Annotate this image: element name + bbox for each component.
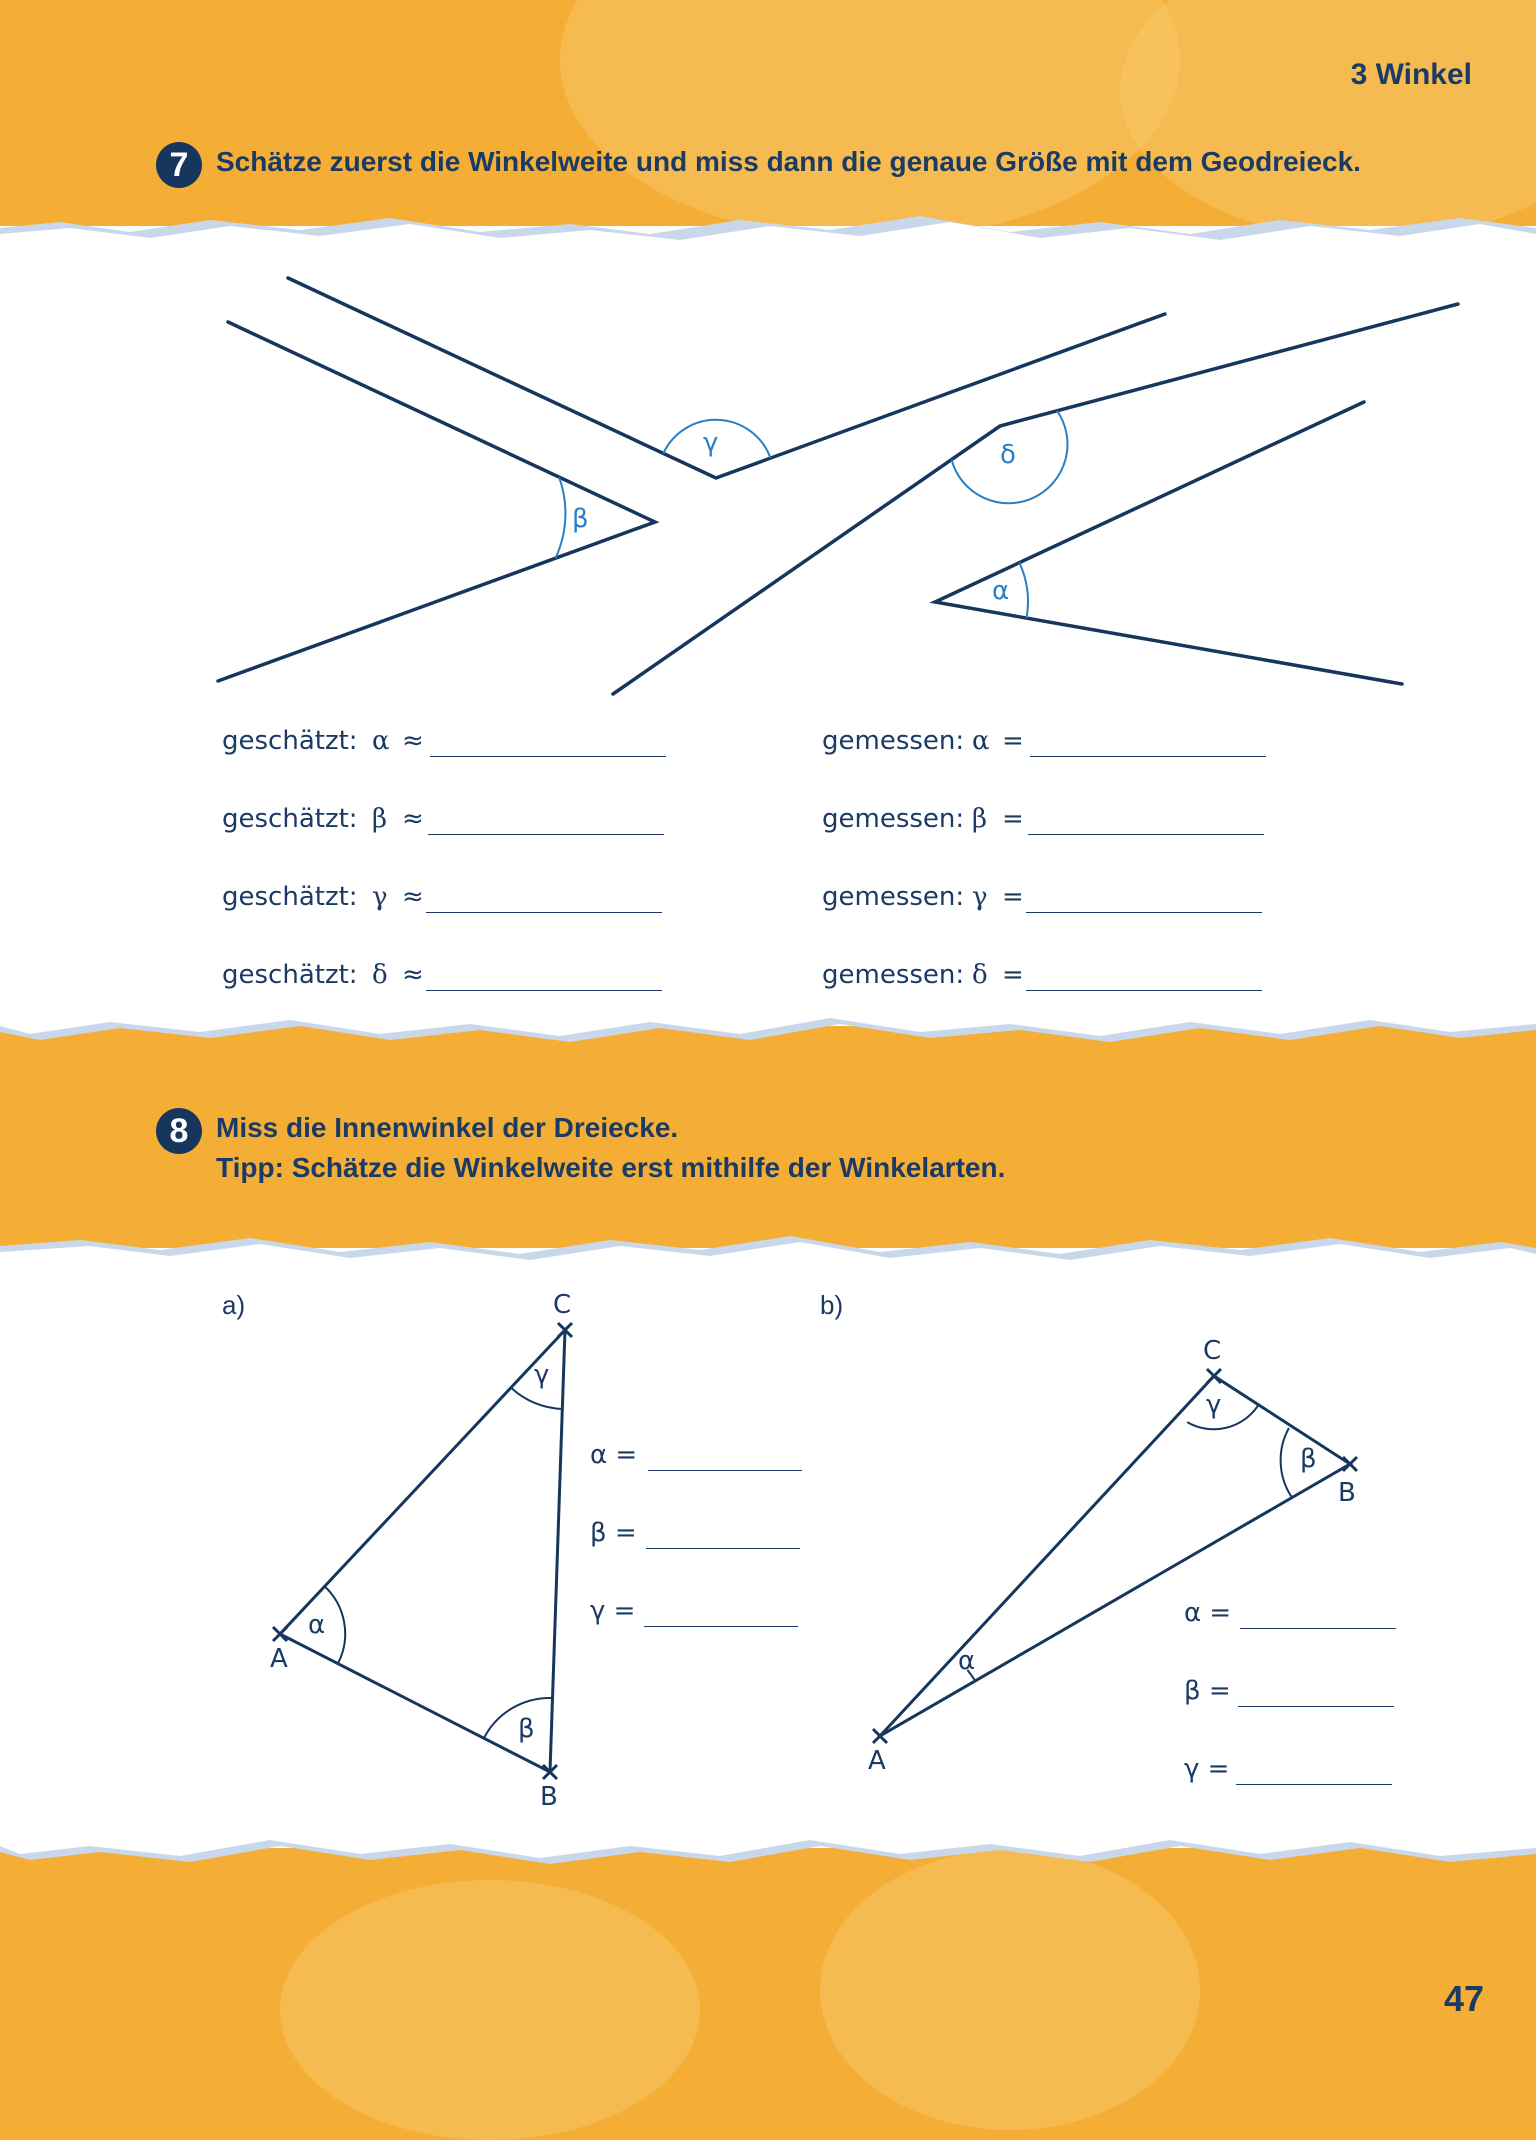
triangle-b-vertex-C: C [1203, 1336, 1222, 1366]
task-8-instruction: Miss die Innenwinkel der Dreiecke. Tipp: Schätze die Winkelweite erst mithilfe der Winkelarten. [216, 1112, 1006, 1183]
measure-beta-field[interactable] [1028, 834, 1264, 835]
measure-row-gamma: gemessen: γ = [822, 882, 1024, 912]
estimate-alpha-field[interactable] [430, 756, 666, 757]
triangle-b-answer-gamma: γ = [1184, 1754, 1230, 1784]
torn-edge-bottom-2 [0, 1834, 1536, 1874]
triangle-a-answer-alpha: α = [590, 1440, 638, 1470]
triangle-b-beta-field[interactable] [1238, 1706, 1394, 1707]
triangle-b-angle-alpha: α [958, 1646, 976, 1676]
measure-alpha-field[interactable] [1030, 756, 1266, 757]
vertex-b-C-cross [1207, 1369, 1221, 1383]
triangle-b-answer-beta: β = [1184, 1676, 1231, 1706]
measure-row-alpha: gemessen: α = [822, 726, 1024, 756]
triangle-b-angle-beta: β [1300, 1444, 1317, 1474]
torn-edge-top-1 [0, 206, 1536, 246]
angle-gamma-label: γ [703, 428, 719, 458]
torn-edge-bottom-1 [0, 1012, 1536, 1052]
vertex-b-B-cross [1343, 1457, 1357, 1471]
estimate-delta-field[interactable] [426, 990, 662, 991]
estimate-beta-field[interactable] [428, 834, 664, 835]
background-blob [820, 1850, 1200, 2130]
triangle-b [880, 1376, 1350, 1736]
angle-beta-lines [218, 322, 655, 681]
angle-beta-label: β [572, 504, 589, 534]
triangle-a-angle-beta: β [518, 1714, 535, 1744]
triangle-a-gamma-field[interactable] [644, 1626, 798, 1627]
triangle-b-angle-gamma: γ [1206, 1390, 1222, 1420]
angle-alpha-arc [1019, 563, 1028, 619]
vertex-a-A-cross [273, 1627, 287, 1641]
measure-gamma-field[interactable] [1026, 912, 1262, 913]
triangle-a-answer-beta: β = [590, 1518, 637, 1548]
triangle-a-vertex-A: A [270, 1644, 288, 1674]
measure-delta-field[interactable] [1026, 990, 1262, 991]
arc-a-alpha [324, 1586, 345, 1664]
triangle-a-label: a) [222, 1290, 246, 1320]
triangle-a-vertex-B: B [540, 1782, 558, 1812]
task-number-badge: 8 [156, 1108, 202, 1154]
task-number-badge: 7 [156, 142, 202, 188]
estimate-row-delta: geschätzt: δ ≈ [222, 960, 424, 990]
vertex-b-A-cross [873, 1729, 887, 1743]
triangle-b-alpha-field[interactable] [1240, 1628, 1396, 1629]
estimate-row-alpha: geschätzt: α ≈ [222, 726, 424, 756]
triangle-b-gamma-field[interactable] [1236, 1784, 1392, 1785]
background-blob [560, 0, 1180, 240]
triangle-b-label: b) [820, 1290, 844, 1320]
angle-delta-label: δ [1000, 440, 1016, 470]
triangle-a-beta-field[interactable] [646, 1548, 800, 1549]
estimate-row-gamma: geschätzt: γ ≈ [222, 882, 424, 912]
task-7-panel [0, 226, 1536, 1026]
triangle-a-vertex-C: C [553, 1290, 572, 1320]
chapter-title: 3 Winkel [1350, 58, 1472, 91]
arc-b-beta [1281, 1428, 1292, 1498]
arc-b-gamma [1187, 1405, 1258, 1429]
arc-a-gamma [512, 1388, 563, 1409]
triangle-a-angle-alpha: α [308, 1610, 326, 1640]
triangle-b-vertex-B: B [1338, 1478, 1356, 1508]
triangle-b-vertex-A: A [868, 1746, 886, 1776]
estimate-gamma-field[interactable] [426, 912, 662, 913]
triangle-a-alpha-field[interactable] [648, 1470, 802, 1471]
task-7-header [156, 142, 1361, 188]
estimate-row-beta: geschätzt: β ≈ [222, 804, 424, 834]
triangle-b-answer-alpha: α = [1184, 1598, 1232, 1628]
triangle-a-angle-gamma: γ [534, 1360, 550, 1390]
task-8-header [156, 1108, 1005, 1188]
task-8-panel [0, 1248, 1536, 1848]
angle-beta-arc [555, 477, 565, 558]
triangle-a-answer-gamma: γ = [590, 1596, 636, 1626]
angle-gamma-lines [288, 278, 1165, 478]
background-blob [280, 1880, 700, 2140]
page-number: 47 [1443, 1978, 1484, 2019]
background-blob [1120, 0, 1536, 240]
measure-row-delta: gemessen: δ = [822, 960, 1024, 990]
torn-edge-top-2 [0, 1226, 1536, 1266]
task-7-instruction: Schätze zuerst die Winkelweite und miss dann die genaue Größe mit dem Geodreieck. [216, 146, 1361, 177]
angle-alpha-label: α [992, 576, 1010, 606]
measure-row-beta: gemessen: β = [822, 804, 1024, 834]
